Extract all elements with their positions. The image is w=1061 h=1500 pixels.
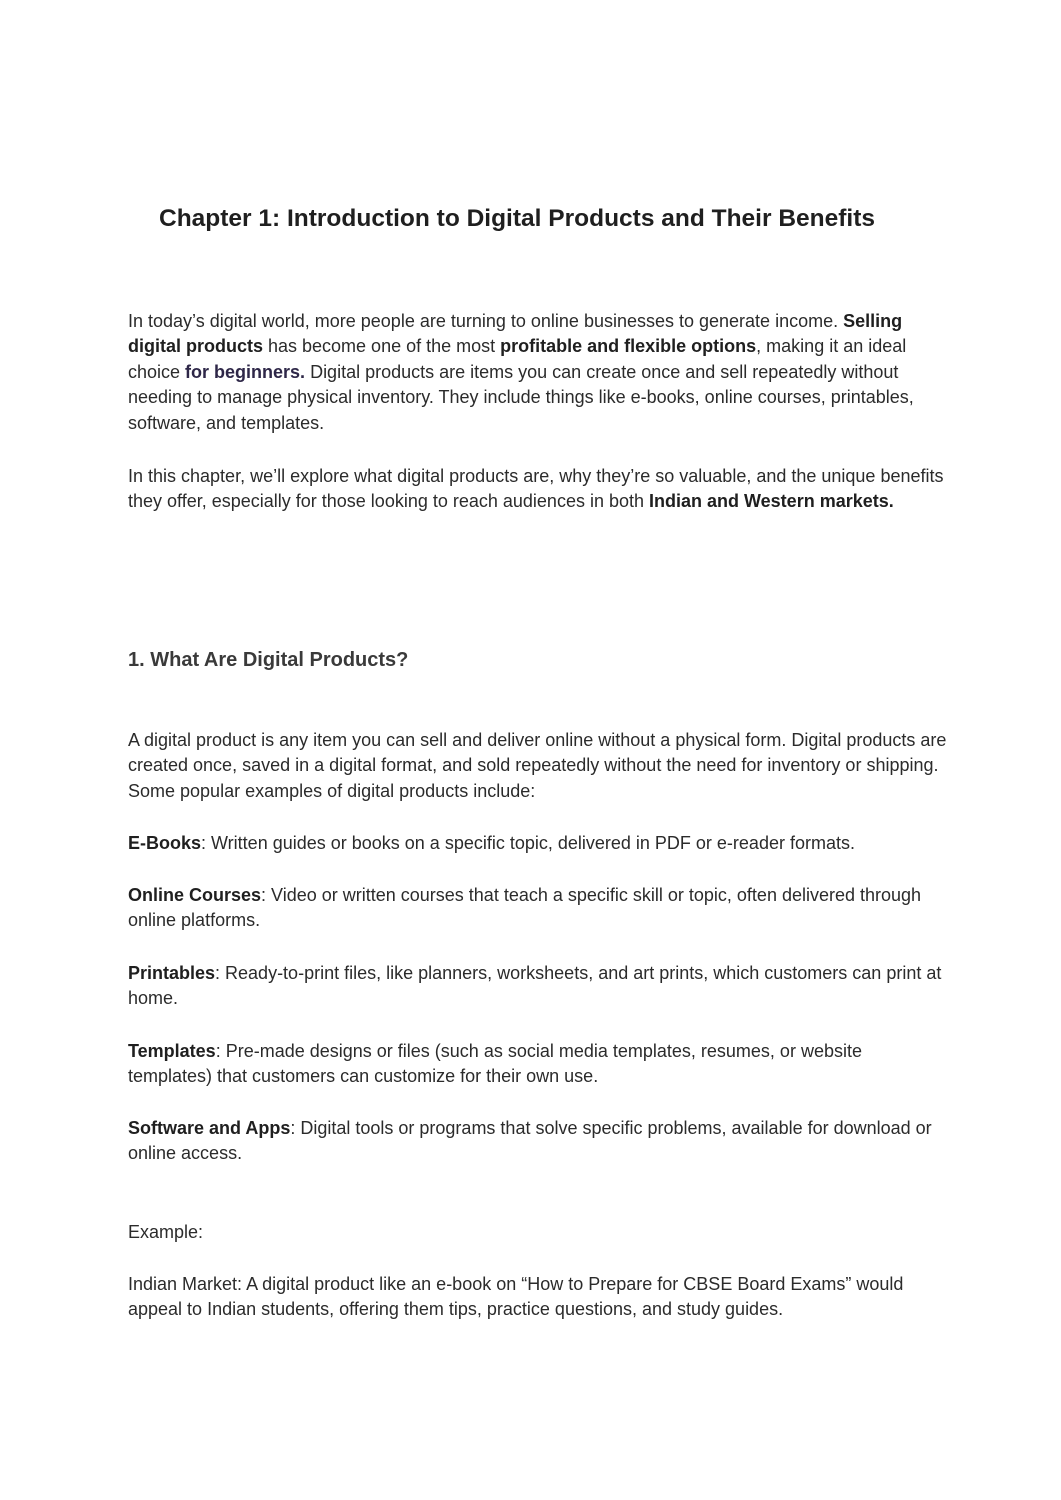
intro-text: Digital products are items you can create once and sell repeatedly without needing to manage physical inventory. They include things like e-books, online courses, printables, software, and templates. bbox=[128, 361, 914, 433]
intro-text: In today’s digital world, more people are turning to online businesses to generate income. bbox=[128, 311, 839, 331]
example-text: Indian Market: A digital product like an e-book on “How to Prepare for CBSE Board Exams” would appeal to Indian students, offering them tips, practice questions, and study guides. bbox=[128, 1274, 904, 1320]
bold-phrase: profitable and flexible options bbox=[500, 336, 757, 357]
intro-text: , making it an ideal choice bbox=[128, 336, 907, 382]
section-heading: 1. What Are Digital Products? bbox=[128, 649, 409, 671]
example-label: Example: bbox=[128, 1222, 204, 1242]
item-description: : Written guides or books on a specific topic, delivered in PDF or e-reader formats. bbox=[201, 833, 855, 853]
chapter-title: Chapter 1: Introduction to Digital Products and Their Benefits bbox=[159, 205, 875, 232]
item-term: Printables bbox=[128, 963, 216, 983]
list-item-ebooks bbox=[128, 831, 948, 856]
intro-text: In this chapter, we’ll explore what digital products are, why they’re so valuable, and the unique benefits they offer, especially for those looking to reach audiences in both bbox=[128, 466, 944, 512]
list-item-software-apps bbox=[128, 1116, 948, 1167]
item-description: : Pre-made designs or files (such as social media templates, resumes, or website templates) that customers can customize for their own use. bbox=[128, 1041, 862, 1087]
intro-text: has become one of the most bbox=[263, 336, 501, 357]
section-intro-paragraph: A digital product is any item you can sell and deliver online without a physical form. Digital products are created once, saved in a digital format, and sold repeatedly without the need for inventory or shipping. Some popular examples of digital products include: bbox=[128, 730, 947, 801]
list-item-templates bbox=[128, 1039, 948, 1090]
item-term: Templates bbox=[128, 1041, 216, 1061]
bold-phrase: Indian and Western markets. bbox=[649, 491, 894, 512]
item-term: E-Books bbox=[128, 833, 202, 853]
intro-paragraph-1 bbox=[128, 309, 948, 436]
item-term: Software and Apps bbox=[128, 1118, 291, 1138]
item-description: : Digital tools or programs that solve specific problems, available for download or online access. bbox=[128, 1118, 932, 1164]
item-description: : Video or written courses that teach a specific skill or topic, often delivered through online platforms. bbox=[128, 885, 922, 931]
accent-phrase: for beginners. bbox=[185, 361, 306, 382]
list-item-online-courses bbox=[128, 883, 948, 934]
list-item-printables bbox=[128, 961, 948, 1012]
item-description: : Ready-to-print files, like planners, worksheets, and art prints, which customers can print at home. bbox=[128, 963, 942, 1009]
bold-phrase: Selling digital products bbox=[128, 311, 903, 357]
intro-paragraph-2 bbox=[128, 464, 948, 515]
item-term: Online Courses bbox=[128, 885, 262, 905]
